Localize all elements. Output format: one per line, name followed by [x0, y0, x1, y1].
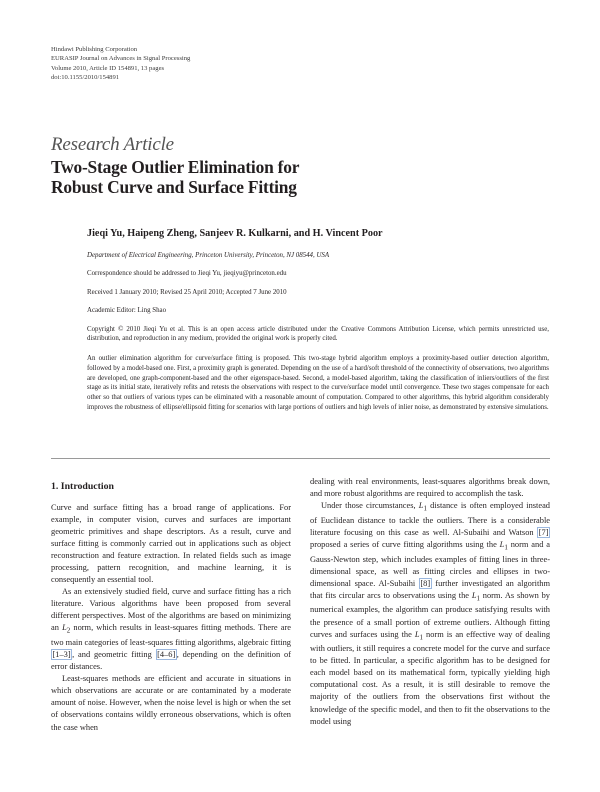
correspondence: Correspondence should be addressed to Jieqi Yu, jieqiyu@princeton.edu — [87, 270, 287, 277]
journal-header — [51, 45, 190, 83]
l1-norm-symbol: L — [499, 539, 505, 549]
paragraph-3: Least-squares methods are efficient and accurate in situations in which observations are accurate or are contaminated by a moderate amount of noise. However, when the noise level is high or when the set of observations contains wildly erroneous observations, which is often the case when — [51, 674, 291, 732]
section-divider — [51, 458, 550, 459]
doi-line[interactable]: doi:10.1155/2010/154891 — [51, 74, 120, 82]
citation-link[interactable]: [7] — [538, 527, 549, 537]
citation-link[interactable]: [8] — [420, 578, 431, 588]
title-line-2: Robust Curve and Surface Fitting — [51, 177, 297, 197]
citation-link[interactable]: [1–3] — [52, 650, 71, 660]
paragraph-4: Under those circumstances, $L_1$ distance is often employed instead of Euclidean distance to tackle the outliers. There is a considerable literature focusing on this case as well. Al-Subaihi and Watson [7] proposed a series of curve fitting algorithms using the $L_1$ norm and a Gauss-Newton step, which includes examples of fitting lines in three-dimensional space, as well as fitting circles and ellipses in two-dimensional space. Al-Subaihi [8] further investigated an algorithm that fits circular arcs to observations using the $L_1$ norm. As shown by numerical examples, the algorithm can produce satisfying results with the presence of a small portion of extreme outliers. Although fitting curves and surfaces using the $L_1$ norm is an effective way of dealing with outliers, it still requires a concrete model for the curve and surface to be fitted. In particular, a specific algorithm has to be designed for each model based on its mathematical form, typically yielding high computational cost. As a result, it is still desirable to remove the majority of the outliers from the observations first without the knowledge of the specific model, and then to fit the observations to the model using — [310, 501, 551, 726]
article-category: Research Article — [51, 134, 174, 155]
academic-editor: Academic Editor: Ling Shao — [87, 307, 167, 314]
title-line-1: Two-Stage Outlier Elimination for — [51, 157, 300, 177]
right-column — [310, 476, 550, 728]
journal-line: EURASIP Journal on Advances in Signal Processing — [51, 55, 191, 63]
l1-norm-symbol: L — [418, 501, 424, 511]
paragraph-3-continued: dealing with real environments, least-squares algorithms break down, and more robust algorithms are required to accomplish the task. — [310, 477, 550, 499]
l1-norm-symbol: L — [414, 629, 420, 639]
paragraph-1: Curve and surface fitting has a broad range of applications. For example, in computer vision, curves and surfaces are important geometric primitives and shape descriptors. As a result, curve and surface fitting is commonly carried out in applications such as object reconstruction and feature extraction. In related fields such as image processing, pattern recognition, and machine learning, it is consequently an essential tool. — [51, 503, 291, 585]
affiliation: Department of Electrical Engineering, Princeton University, Princeton, NJ 08544, USA — [87, 252, 330, 259]
abstract: An outlier elimination algorithm for curve/surface fitting is proposed. This two-stage hybrid algorithm employs a proximity-based outlier detection algorithm, followed by a model-based one. First, a proximity graph is generated. Depending on the use of a hard/soft threshold of the connectivity of observations, two algorithms are developed, one graph-component-based and the other eigenspace-based. Second, a model-based algorithm, taking the classification of inliers/outliers of the first stage as its initial state, iteratively refits and retests the observations with respect to the curve/surface model until convergence. These two stages compensate for each other so that outliers of various types can be eliminated with a reasonable amount of computation. Compared to other algorithms, this hybrid algorithm considerably improves the robustness of ellipse/ellipsoid fitting for scenarios with large portions of outliers and high levels of inlier noise, as demonstrated by extensive simulations. — [87, 355, 549, 411]
copyright-notice: Copyright © 2010 Jieqi Yu et al. This is an open access article distributed under the Creative Commons Attribution License, which permits unrestricted use, distribution, and reproduction in any medium, provided the original work is properly cited. — [87, 326, 549, 343]
paragraph-2: As an extensively studied field, curve and surface fitting has a rich literature. Various algorithms have been proposed from several different perspectives. Most of the algorithms are based on minimizing an $L_2$ norm, which results in least-squares fitting methods. There are two main categories of least-squares fitting algorithms, algebraic fitting [1–3] , and geometric fitting [4–6] , depending on the definition of error distances. — [51, 587, 292, 672]
left-column — [51, 476, 291, 734]
article-title — [51, 157, 299, 197]
l2-norm-symbol: L — [62, 623, 67, 633]
publisher-line: Hindawi Publishing Corporation — [51, 46, 138, 53]
section-heading-introduction: 1. Introduction — [51, 481, 114, 492]
citation-link[interactable]: [4–6] — [157, 650, 176, 660]
received-dates: Received 1 January 2010; Revised 25 April 2010; Accepted 7 June 2010 — [87, 289, 287, 296]
author-list: Jieqi Yu, Haipeng Zheng, Sanjeev R. Kulkarni, and H. Vincent Poor — [87, 228, 383, 239]
l1-norm-symbol: L — [471, 590, 477, 600]
volume-line: Volume 2010, Article ID 154891, 13 pages — [51, 64, 165, 72]
